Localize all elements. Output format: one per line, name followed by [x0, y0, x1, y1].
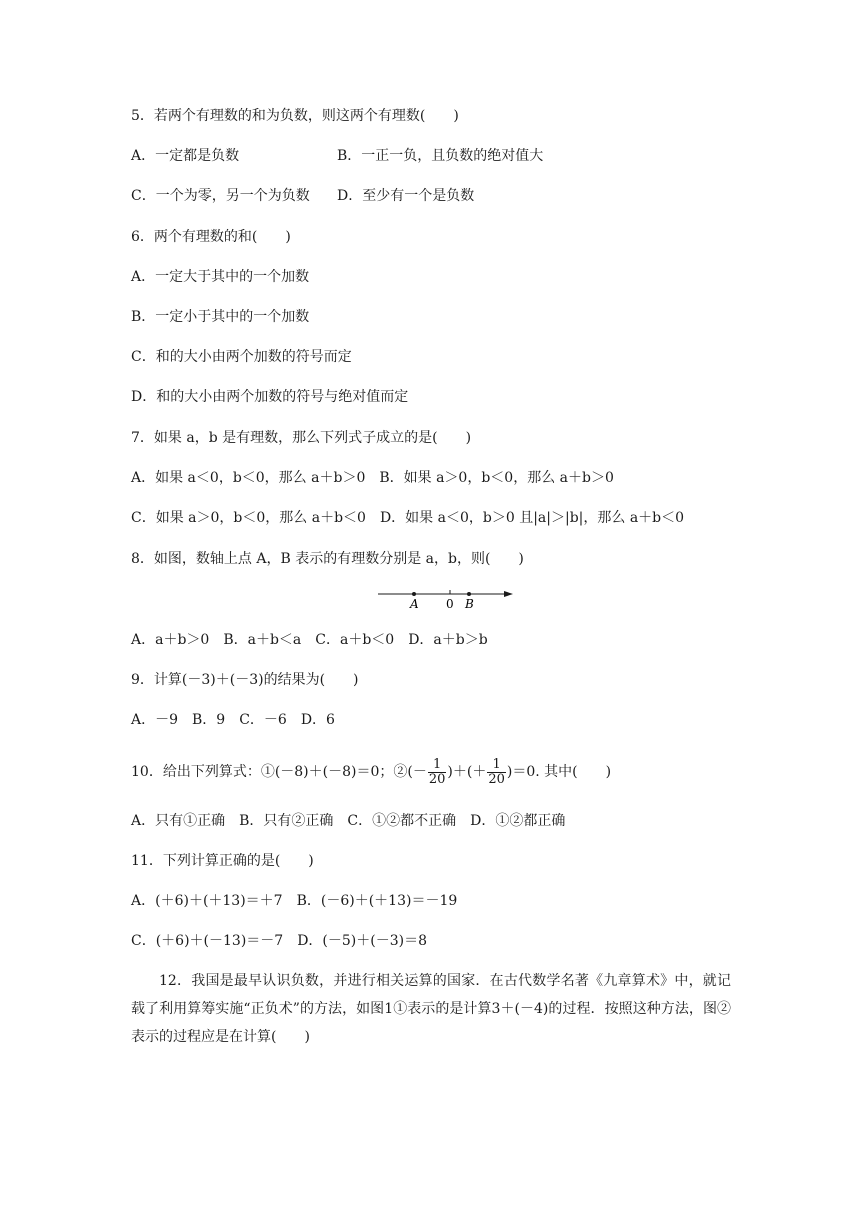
q10-stem-post: )＝0. 其中( ): [506, 764, 612, 780]
number-line-figure: [376, 588, 518, 616]
q10-frac1-denominator: 20: [428, 771, 446, 787]
number-line-svg: [376, 588, 518, 612]
q10-frac2-denominator: 20: [488, 771, 505, 787]
q5-option-d: D．至少有一个是负数: [337, 188, 475, 204]
q12-paragraph: 12．我国是最早认识负数，并进行相关运算的国家．在古代数学名著《九章算术》中，就记载了利用算筹实施“正负术”的方法，如图1①表示的是计算3＋(－4)的过程．按照这种方法，图②表示的过程应是在计算( ): [131, 973, 731, 1045]
q10-stem-pre: 10．给出下列算式：①(－8)＋(－8)＝0；②(－: [131, 764, 427, 780]
q6-option-b: B．一定小于其中的一个加数: [131, 309, 310, 325]
q7-options-ab: A．如果 a＜0，b＜0，那么 a＋b＞0 B．如果 a＞0，b＜0，那么 a＋b＞0: [131, 470, 614, 486]
q6-option-c: C．和的大小由两个加数的符号而定: [131, 349, 352, 365]
q7-options-cd: C．如果 a＞0，b＜0，那么 a＋b＜0 D．如果 a＜0，b＞0 且|a|＞|b|，那么 a＋b＜0: [131, 510, 685, 526]
q5-options-row1: [131, 146, 731, 166]
q10-options: A．只有①正确 B．只有②正确 C．①②都不正确 D．①②都正确: [131, 813, 566, 829]
q10-fraction-1: [428, 758, 447, 787]
q6-stem: 6．两个有理数的和( ): [131, 229, 291, 245]
q9-stem: 9．计算(－3)＋(－3)的结果为( ): [131, 672, 359, 688]
q10-stem: [131, 752, 611, 792]
q5-option-c: C．一个为零，另一个为负数: [131, 188, 310, 204]
point-b-dot: [467, 592, 471, 596]
q10-frac1-numerator: 1: [428, 758, 447, 773]
q9-options: A．－9 B．9 C．－6 D．6: [131, 712, 335, 728]
q11-stem: 11．下列计算正确的是( ): [131, 853, 314, 869]
q5-stem: 5．若两个有理数的和为负数，则这两个有理数( ): [131, 108, 459, 124]
q11-options-cd: C．(＋6)＋(－13)＝－7 D．(－5)＋(－3)＝8: [131, 933, 427, 949]
q6-option-a: A．一定大于其中的一个加数: [131, 269, 310, 285]
q5-option-b: B．一正一负，且负数的绝对值大: [337, 148, 544, 164]
q10-frac2-numerator: 1: [487, 758, 506, 773]
q8-options: A．a＋b＞0 B．a＋b＜a C．a＋b＜0 D．a＋b＞b: [131, 632, 488, 648]
q11-options-ab: A．(＋6)＋(＋13)＝＋7 B．(－6)＋(＋13)＝－19: [131, 893, 458, 909]
q8-stem: 8．如图，数轴上点 A，B 表示的有理数分别是 a，b，则( ): [131, 551, 524, 567]
point-a-dot: [412, 592, 416, 596]
q5-options-row2: [131, 186, 731, 206]
q6-option-d: D．和的大小由两个加数的符号与绝对值而定: [131, 389, 409, 405]
point-a-label: A: [410, 597, 419, 611]
q7-stem: 7．如果 a，b 是有理数，那么下列式子成立的是( ): [131, 430, 472, 446]
q5-option-a: A．一定都是负数: [131, 148, 240, 164]
point-b-label: B: [465, 597, 474, 611]
origin-label: 0: [446, 597, 454, 611]
q10-fraction-2: [487, 758, 506, 787]
number-line-arrow: [504, 591, 513, 597]
q10-stem-mid: )＋(＋: [447, 764, 487, 780]
